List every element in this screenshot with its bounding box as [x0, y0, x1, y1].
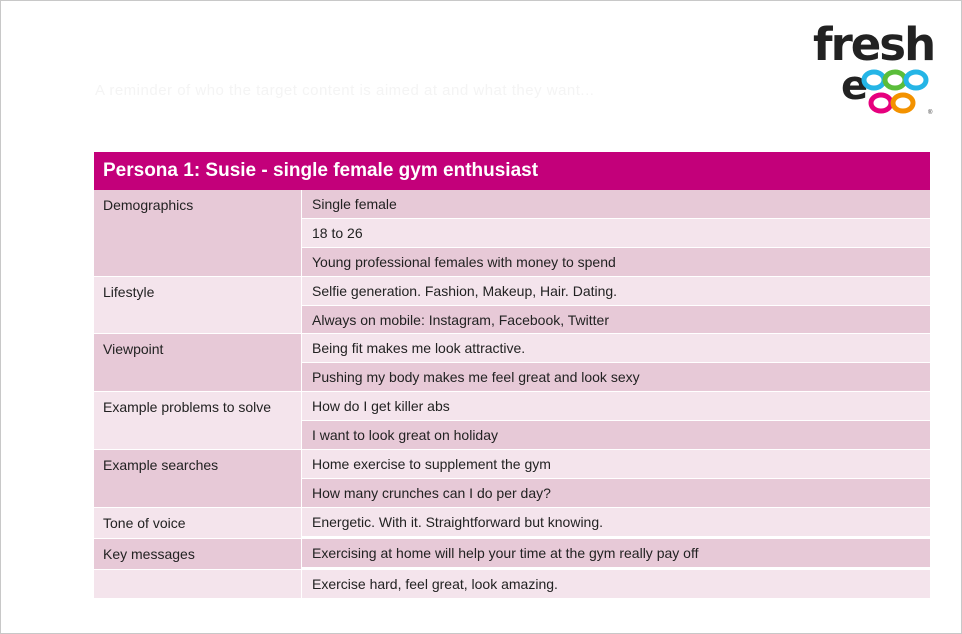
section-values: [301, 277, 930, 335]
table-row: Exercising at home will help your time at the gym really pay off: [301, 539, 930, 568]
section-label: Example searches: [94, 450, 301, 508]
section-values: [301, 508, 930, 539]
ring-3: [871, 95, 891, 111]
table-row: Selfie generation. Fashion, Makeup, Hair. Dating.: [301, 277, 930, 306]
persona-section: [94, 392, 930, 450]
table-row: Exercise hard, feel great, look amazing.: [301, 570, 930, 599]
table-row: Young professional females with money to spend: [301, 248, 930, 277]
table-row: How many crunches can I do per day?: [301, 479, 930, 508]
table-row: Single female: [301, 190, 930, 219]
ring-1: [864, 72, 884, 88]
persona-section: [94, 570, 930, 599]
table-row: Always on mobile: Instagram, Facebook, Twitter: [301, 306, 930, 335]
table-row: Home exercise to supplement the gym: [301, 450, 930, 479]
table-row: I want to look great on holiday: [301, 421, 930, 450]
table-row: Pushing my body makes me feel great and look sexy: [301, 363, 930, 392]
persona-section: [94, 539, 930, 570]
ring-4: [893, 95, 913, 111]
table-row: 18 to 26: [301, 219, 930, 248]
section-label: Key messages: [94, 539, 301, 570]
section-label: Example problems to solve: [94, 392, 301, 450]
persona-section: [94, 334, 930, 392]
section-values: [301, 190, 930, 277]
table-row: How do I get killer abs: [301, 392, 930, 421]
persona-section: [94, 450, 930, 508]
persona-section: [94, 508, 930, 539]
persona-section: [94, 277, 930, 335]
section-values: [301, 539, 930, 570]
logo-letter-e: e: [841, 63, 869, 109]
section-values: [301, 392, 930, 450]
section-label: [94, 570, 301, 599]
fresh-egg-logo: [813, 18, 938, 122]
persona-section: [94, 190, 930, 277]
table-row: Energetic. With it. Straightforward but knowing.: [301, 508, 930, 537]
persona-table: [94, 152, 930, 599]
egg-rings-icon: [861, 69, 931, 117]
ring-5: [906, 72, 926, 88]
table-row: Being fit makes me look attractive.: [301, 334, 930, 363]
section-label: Lifestyle: [94, 277, 301, 335]
registered-mark: ®: [928, 110, 933, 116]
ring-2: [885, 72, 905, 88]
section-values: [301, 570, 930, 599]
section-label: Tone of voice: [94, 508, 301, 539]
section-values: [301, 450, 930, 508]
section-values: [301, 334, 930, 392]
persona-table-body: [94, 190, 930, 599]
faded-heading: A reminder of who the target content is aimed at and what they want...: [95, 82, 595, 99]
logo-word-fresh: fresh: [813, 18, 935, 71]
section-label: Demographics: [94, 190, 301, 277]
persona-table-title: Persona 1: Susie - single female gym enthusiast: [94, 152, 930, 190]
section-label: Viewpoint: [94, 334, 301, 392]
